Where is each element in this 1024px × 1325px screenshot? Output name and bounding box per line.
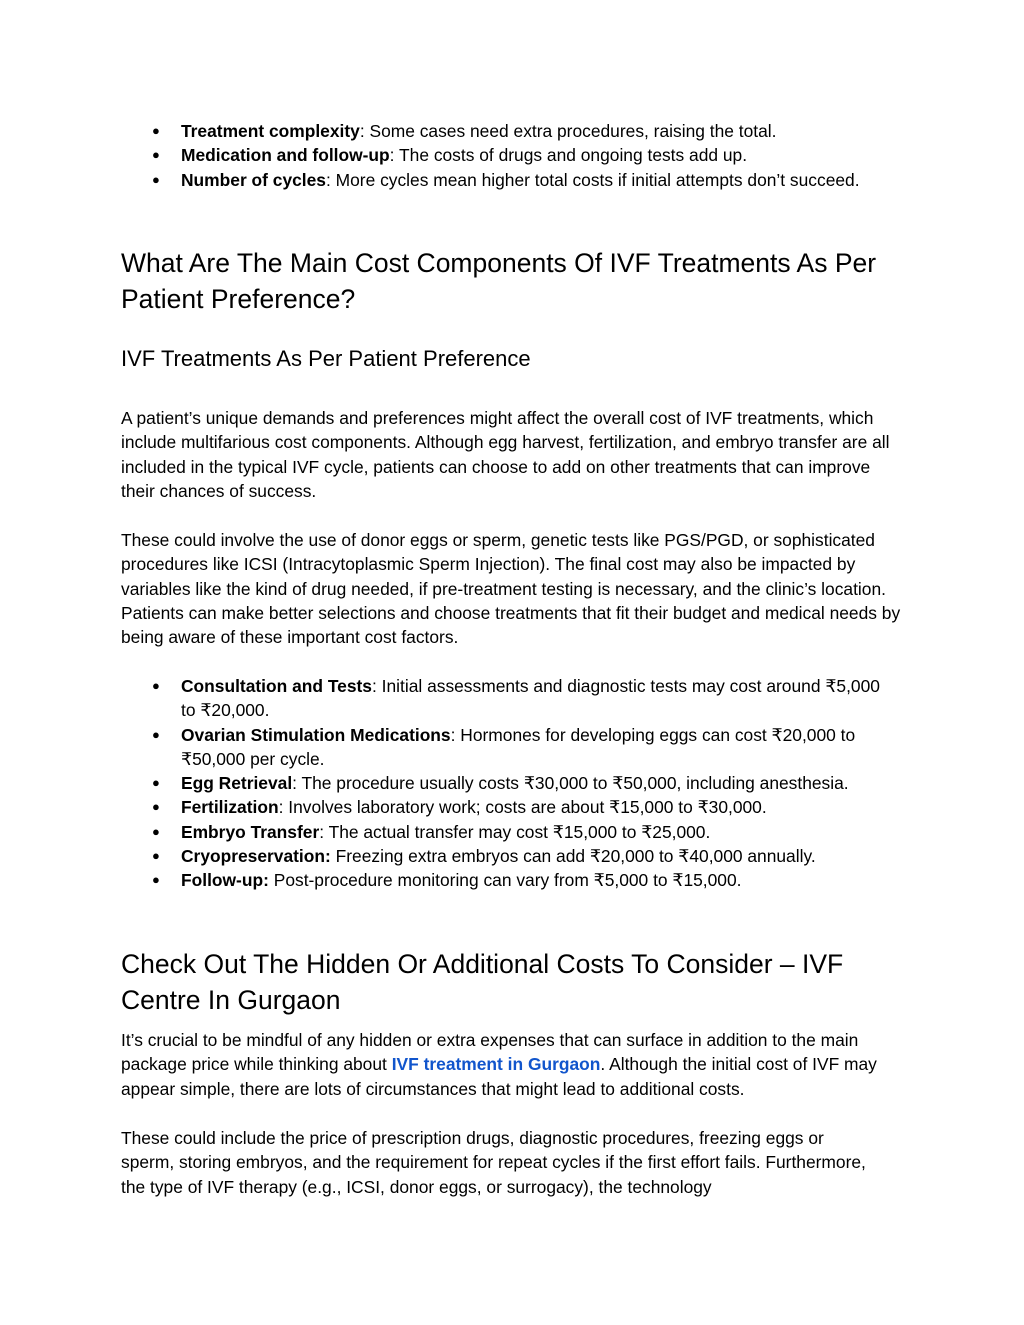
list-item	[121, 168, 905, 192]
list-item	[121, 795, 899, 819]
item-text: : The costs of drugs and ongoing tests add up.	[389, 145, 748, 166]
item-text: : Initial assessments and diagnostic tests may cost around ₹5,000 to ₹20,000.	[181, 676, 880, 721]
paragraph-text: A patient’s unique demands and preferences might affect the overall cost of IVF treatments, which include multifarious cost components. Although egg harvest, fertilization, and embryo transfer are all included in the typical IVF cycle, patients can choose to add on other treatments that can improve their chances of success.	[121, 408, 890, 501]
subheading-patient-preference: IVF Treatments As Per Patient Preference	[121, 346, 531, 371]
paragraph	[121, 528, 901, 649]
section-heading-hidden-costs: Check Out The Hidden Or Additional Costs To Consider – IVF Centre In Gurgaon	[121, 949, 844, 1015]
paragraph-text: These could involve the use of donor eggs or sperm, genetic tests like PGS/PGD, or sophisticated procedures like ICSI (Intracytoplasmic Sperm Injection). The final cost may also be impacted by variables like the kind of drug needed, if pre-treatment testing is necessary, and the clinic’s location. Patients can make better selections and choose treatments that fit their budget and medical needs by being aware of these important cost factors.	[121, 530, 901, 648]
text-run: It’s crucial to be mindful of any hidden or extra expenses that can surface in addition to the main package price while thinking about	[121, 1030, 859, 1075]
item-text: Freezing extra embryos can add ₹20,000 to ₹40,000 annually.	[330, 846, 816, 867]
paragraph	[121, 1028, 911, 1101]
factors-list	[121, 119, 905, 192]
list-item	[121, 143, 905, 167]
list-item	[121, 119, 905, 143]
item-text: : The actual transfer may cost ₹15,000 to ₹25,000.	[319, 821, 711, 842]
list-item	[121, 868, 899, 892]
item-title: Number of cycles	[181, 169, 326, 190]
item-title: Follow-up:	[181, 870, 269, 891]
item-title: Egg Retrieval	[181, 773, 293, 794]
item-title: Medication and follow-up	[181, 145, 390, 166]
item-text: : Hormones for developing eggs can cost ₹20,000 to ₹50,000 per cycle.	[181, 724, 856, 769]
item-text: : Involves laboratory work; costs are about ₹15,000 to ₹30,000.	[278, 797, 767, 818]
item-title: Fertilization	[181, 797, 279, 818]
paragraph	[121, 406, 905, 503]
item-title: Embryo Transfer	[181, 821, 320, 842]
item-text: : More cycles mean higher total costs if initial attempts don’t succeed.	[325, 169, 860, 190]
item-title: Treatment complexity	[181, 121, 360, 141]
list-item	[121, 723, 899, 772]
item-title: Cryopreservation:	[181, 846, 331, 867]
paragraph	[121, 1126, 881, 1199]
item-text: Post-procedure monitoring can vary from ₹5,000 to ₹15,000.	[268, 870, 742, 891]
text-run: . Although the initial cost of IVF may appear simple, there are lots of circumstances that might lead to additional costs.	[121, 1054, 877, 1099]
ivf-treatment-gurgaon-link[interactable]: IVF treatment in Gurgaon	[391, 1054, 601, 1075]
paragraph-text: These could include the price of prescription drugs, diagnostic procedures, freezing eggs or sperm, storing embryos, and the requirement for repeat cycles if the first effort fails. Furthermore, the type of IVF therapy (e.g., ICSI, donor eggs, or surrogacy), the technology	[121, 1128, 866, 1197]
item-title: Consultation and Tests	[181, 676, 372, 696]
item-text: : Some cases need extra procedures, raising the total.	[359, 121, 777, 141]
list-item	[121, 844, 899, 868]
item-text: : The procedure usually costs ₹30,000 to ₹50,000, including anesthesia.	[292, 773, 849, 794]
paragraph-text	[121, 1028, 911, 1101]
list-item	[121, 771, 899, 795]
item-title: Ovarian Stimulation Medications	[181, 724, 451, 745]
list-item	[121, 674, 899, 723]
section-heading-cost-components: What Are The Main Cost Components Of IVF Treatments As Per Patient Preference?	[121, 248, 877, 314]
list-item	[121, 820, 899, 844]
cost-components-list	[121, 674, 899, 893]
